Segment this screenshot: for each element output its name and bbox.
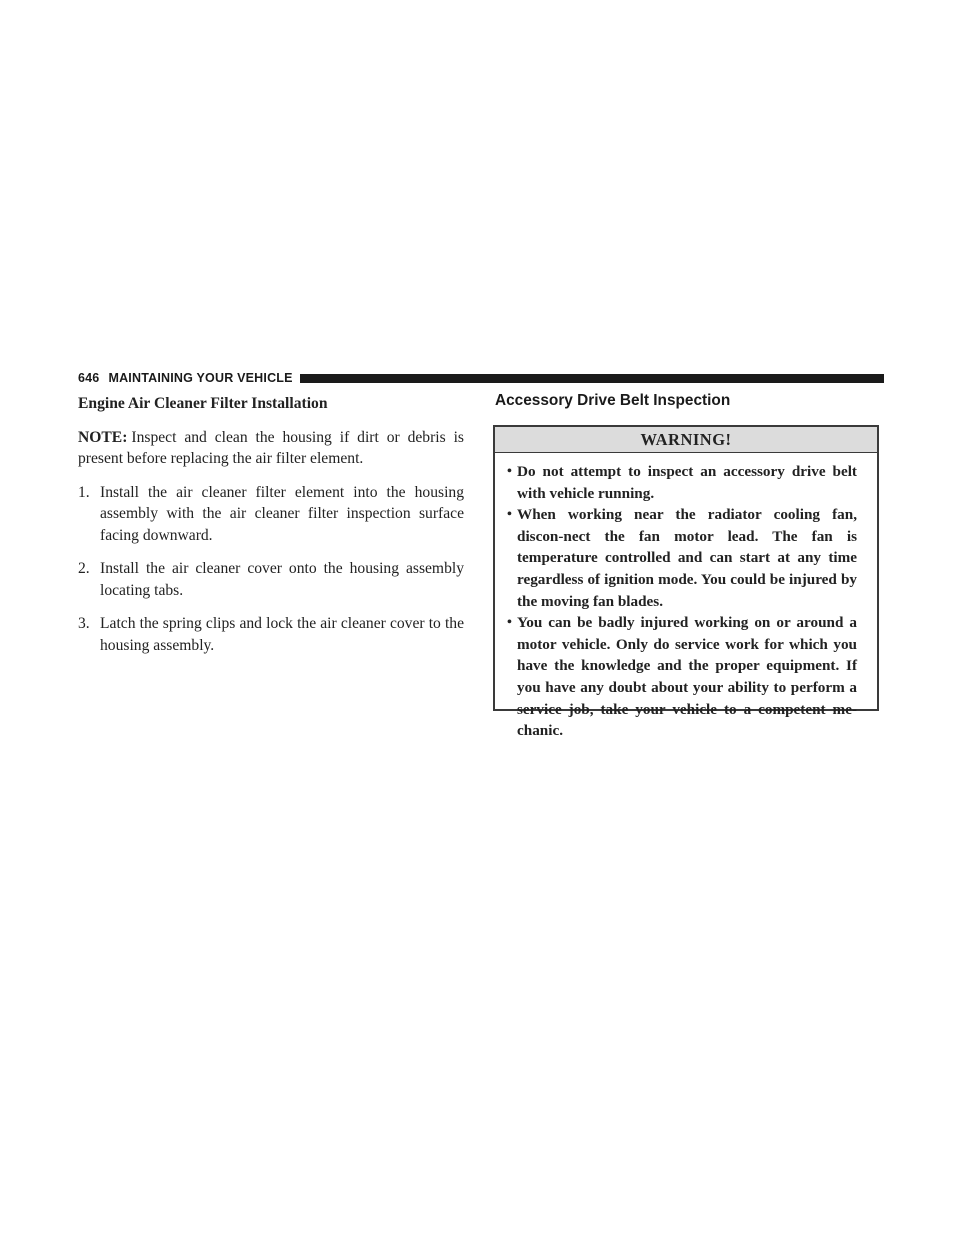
warning-list xyxy=(495,453,877,742)
bullet-icon: • xyxy=(507,615,512,631)
note-paragraph xyxy=(78,427,464,470)
section-heading-drive-belt: Accessory Drive Belt Inspection xyxy=(495,392,731,409)
warning-title: WARNING! xyxy=(495,427,877,453)
step-text: Install the air cleaner cover onto the housing assembly locating tabs. xyxy=(100,560,464,599)
warning-text: When working near the radiator cooling fan, discon-nect the fan motor lead. The fan is temperature controlled and can start at any time regardless of ignition mode. You could be injured by the moving fan blades. xyxy=(517,506,857,610)
step-text: Install the air cleaner filter element into the housing assembly with the air cleaner filter inspection surface facing downward. xyxy=(100,483,464,544)
note-label: NOTE: xyxy=(78,428,128,446)
bullet-icon: • xyxy=(507,464,512,479)
step-number: 2. xyxy=(78,560,90,577)
page-number: 646 xyxy=(78,371,100,385)
running-header xyxy=(78,369,884,387)
bullet-icon: • xyxy=(507,507,512,523)
warning-text: Do not attempt to inspect an accessory drive belt with vehicle running. xyxy=(517,463,857,502)
step-item xyxy=(78,613,464,656)
section-title: MAINTAINING YOUR VEHICLE xyxy=(108,371,293,385)
step-text: Latch the spring clips and lock the air cleaner cover to the housing assembly. xyxy=(100,615,464,654)
step-number: 1. xyxy=(78,483,90,501)
warning-box xyxy=(493,425,879,740)
subheading-air-cleaner-installation: Engine Air Cleaner Filter Installation xyxy=(78,395,328,412)
warning-item xyxy=(507,461,857,504)
header-rule xyxy=(300,374,884,383)
step-item xyxy=(78,482,464,547)
warning-item xyxy=(507,504,857,612)
warning-text: You can be badly injured working on or around a motor vehicle. Only do service work for which you have the knowledge and the proper equipment. If you have any doubt about your ability to perform a service job, take your vehicle to a competent me-chanic. xyxy=(517,614,857,740)
installation-steps xyxy=(78,482,464,657)
left-column xyxy=(78,393,464,668)
note-text: Inspect and clean the housing if dirt or debris is present before replacing the air filter element. xyxy=(78,428,464,467)
step-number: 3. xyxy=(78,615,90,632)
step-item xyxy=(78,558,464,601)
warning-item xyxy=(507,612,857,742)
